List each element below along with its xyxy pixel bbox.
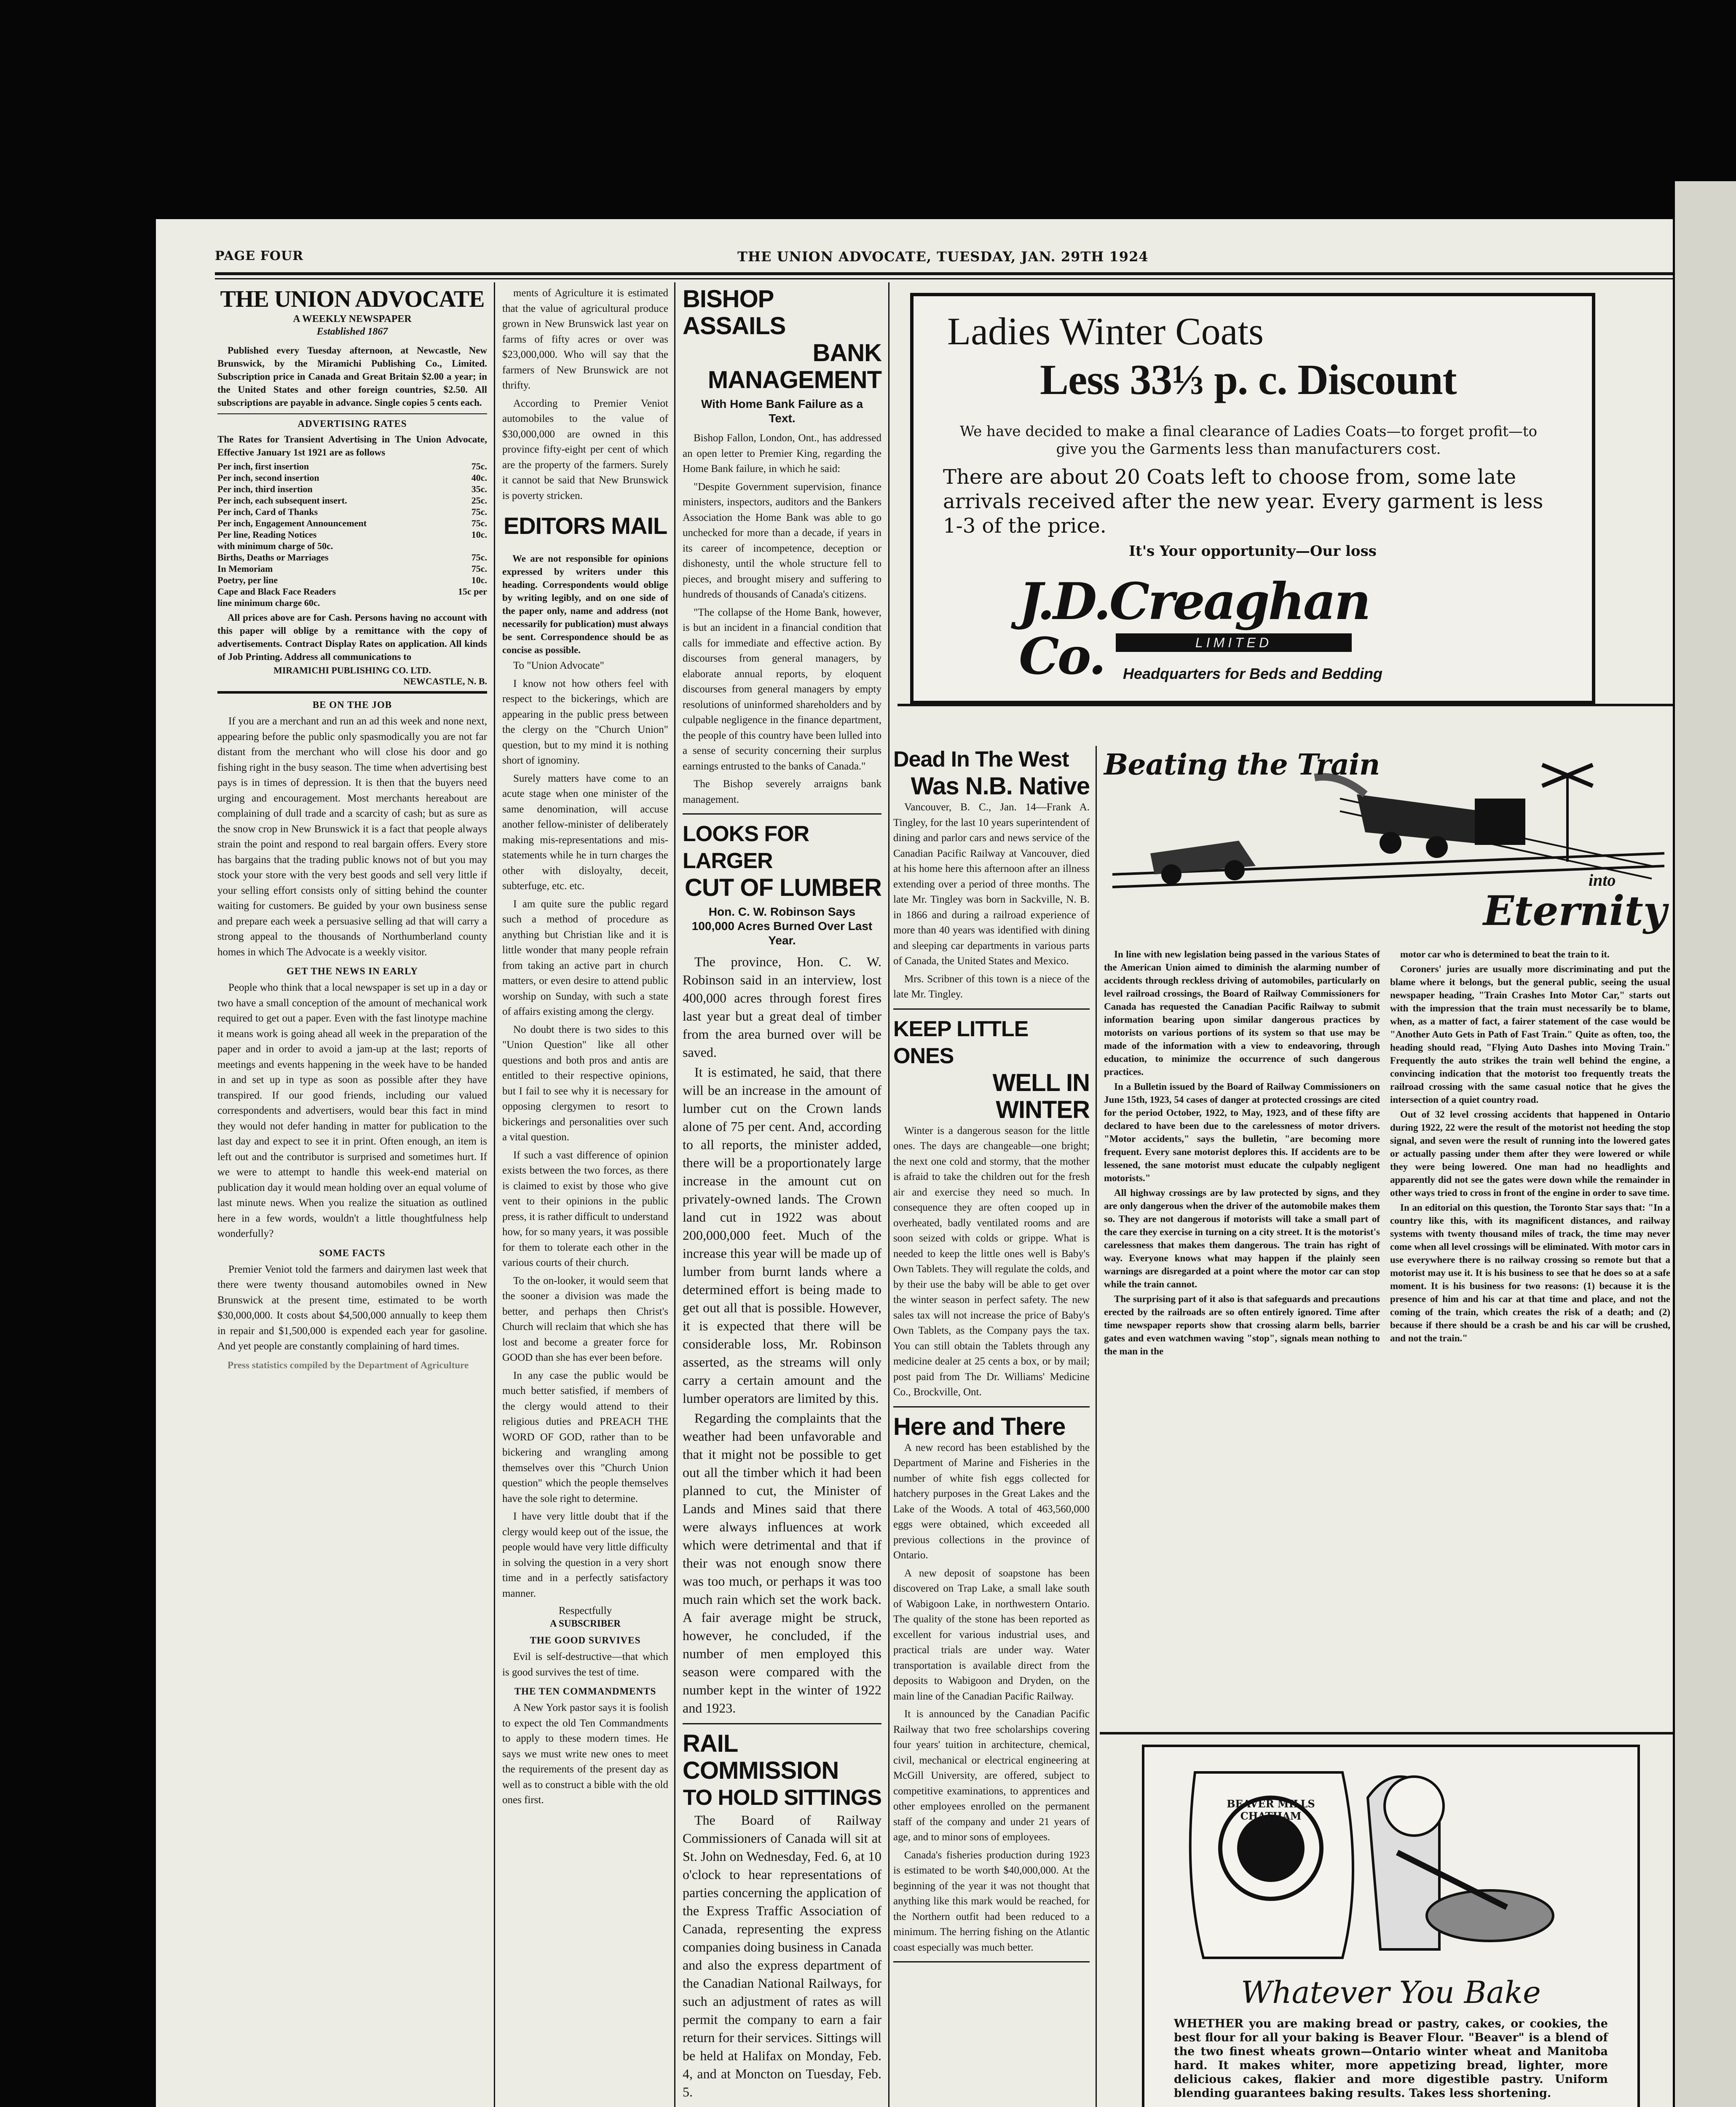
article-paragraph: If such a vast difference of opinion exists between the two forces, as there is claimed to exist by those who give vent to their opinions in the public press, it is rather difficult to understand how, for so many years, it was possible for them to tolerate each other in the various courts of their church. — [502, 1149, 668, 1268]
article-paragraph: motor car who is determined to beat the train to it. — [1400, 949, 1610, 960]
rates-note: The Rates for Transient Advertising in The Union Advocate, Effective January 1st 1921 are as follows — [217, 434, 487, 458]
coats-footer: Headquarters for Beds and Bedding — [1123, 665, 1383, 682]
page-header — [215, 249, 1673, 267]
article-paragraph: "The collapse of the Home Bank, however, is but an incident in a financial condition that calls for immediate and effective action. By discourses from general managers, by elaborate annual reports, by eloquent discourses from general managers by empty resolutions of uninformed shareholders and by culpable negligence in the finance department, the people of this country have been lulled into a sense of security concerning their surplus earnings entrusted to the banks of Canada." — [683, 606, 881, 772]
flour-illustration — [1144, 1747, 1637, 1975]
rate-item: Per inch, each subsequent insert. — [217, 495, 347, 506]
article-paragraph: No doubt there is two sides to this "Union Question" like all other questions and both pros and antis are entitled to their respective opinions, but I fail to see why it is necessary for opposing clergymen to resort to bickerings and personalities over such a vital question. — [502, 1024, 668, 1143]
divider — [893, 1008, 1090, 1010]
rate-item: Cape and Black Face Readers — [217, 586, 336, 597]
beaver-flour-advertisement — [1142, 1745, 1640, 2107]
coats-tagline: It's Your opportunity—Our loss — [1129, 543, 1377, 560]
page-label: PAGE FOUR — [215, 249, 304, 263]
article-paragraph: If you are a merchant and run an ad this week and none next, appearing before the public only spasmodically you are not far distant from the merchant who will close his door and go fishing right in the busy season. The time when advertising best pays is in times of depression. It is then that the buyers need urging and encouragement. Most merchants hereabout are complaining of dull trade and a scarcity of cash; but as sure as the snow crop in New Brunswick it is a fact that people always strain the point and respond to real bargain offers. Every store has bargains that the trading public knows not of but you may stock your store with the very best goods and sell very little if your selling effort consists only of sitting behind the counter waiting for customers. Be guided by your own business sense and prepare each week a persuasive selling ad that will carry a strong appeal to the thousands of Northumberland county homes in which The Advocate is a weekly visitor. — [217, 716, 487, 958]
rate-price: 75c. — [471, 461, 487, 472]
article-paragraph: Out of 32 level crossing accidents that happened in Ontario during 1922, 22 were the result of the motorist not heeding the stop signal, and seven were the result of running into the lowered gates or actually passing under them after they were lowered or while they were being lowered. One man had no headlights and apparently did not see the gates were down while the remainder in other ways tried to cross in front of the engine in order to save time. — [1390, 1109, 1670, 1198]
article-paragraph: The Bishop severely arraigns bank management. — [683, 778, 881, 805]
rate-row — [217, 461, 487, 472]
article-paragraph: Mrs. Scribner of this town is a niece of the late Mr. Tingley. — [893, 973, 1090, 1000]
coats-title: Ladies Winter Coats — [947, 310, 1264, 353]
rate-row — [217, 472, 487, 483]
address-line-2: NEWCASTLE, N. B. — [403, 676, 487, 686]
divider — [893, 1961, 1090, 1962]
article-paragraph: In a Bulletin issued by the Board of Railway Commissioners on June 15th, 1923, 54 cases of danger at protected crossings are cited for the period October, 1922, to May, 1923, and of these fifty are declared to have been due to the carelessness of motor drivers. "Motor accidents," says the bulletin, "are becoming more frequent. Every sane motorist deplores this. If accidents are to be lessened, the sane motorist must educate the culpably negligent motorists." — [1104, 1081, 1380, 1183]
divider — [893, 1406, 1090, 1407]
flour-sack-text: BEAVER MILLS CHATHAM — [1227, 1798, 1315, 1822]
article-heading: BISHOP ASSAILS — [683, 285, 786, 340]
masthead-column — [217, 286, 487, 1373]
article-heading: KEEP LITTLE ONES — [893, 1016, 1029, 1068]
rate-item: In Memoriam — [217, 563, 273, 574]
article-paragraph: Surely matters have come to an acute stage when one minister of the same denomination, will accuse another fellow-minister of deliberately making mis-representations and mis-statements while he in turn charges the other with disloyalty, deceit, subterfuge, etc. etc. — [502, 772, 668, 892]
rate-row — [217, 483, 487, 495]
article-heading: SOME FACTS — [319, 1247, 386, 1258]
paper-dateline: THE UNION ADVOCATE, TUESDAY, JAN. 29TH 1924 — [737, 249, 1149, 265]
divider — [683, 813, 881, 815]
flour-headline: Whatever You Bake — [1241, 1975, 1541, 2010]
article-subheading: Hon. C. W. Robinson Says 100,000 Acres Burned Over Last Year. — [691, 905, 873, 947]
rate-price: 10c. — [471, 575, 487, 585]
article-heading: THE TEN COMMANDMENTS — [514, 1686, 656, 1697]
article-paragraph: A New York pastor says it is foolish to expect the old Ten Commandments to apply to these modern times. He says we must write new ones to meet the requirements of the present day as well as to construct a bible with the old ones first. — [502, 1702, 668, 1806]
rate-row — [217, 563, 487, 574]
train-title-into: into — [1589, 871, 1616, 890]
rate-item: Per inch, Engagement Announcement — [217, 518, 367, 528]
column-4-articles — [893, 746, 1090, 1968]
article-paragraph: Regarding the complaints that the weather had been unfavorable and that it might not be possible to get out all the timber which it had been planned to cut, the Minister of Lands and Mines said that there were always influences at work which were detrimental and that if their was not enough snow there was too much, or perhaps it was too much rain which set the work back. A fair average might be struck, however, he concluded, if the number of men employed this season were compared with the number kept in the winter of 1922 and 1923. — [683, 1410, 881, 1716]
article-paragraph: I am quite sure the public regard such a method of procedure as anything but Christian like and it is little wonder that many people refrain from taking an active part in church matters, or even desire to attend public worship on Sunday, with such a state of affairs existing among the clergy. — [502, 898, 668, 1017]
address-line-1: MIRAMICHI PUBLISHING CO. LTD. — [273, 665, 431, 676]
article-heading: CUT OF LUMBER — [684, 874, 881, 901]
article-heading: Dead In The West — [893, 747, 1069, 772]
rate-price: 75c. — [471, 507, 487, 517]
flour-body: WHETHER you are making bread or pastry, cakes, or cookies, the best flour for all your baking is Beaver Flour. "Beaver" is a blend of the two finest wheats grown—Ontario winter wheat and Manitoba hard. It makes whiter, more appetizing bread, lighter, more delicious cakes, flakier and more digestible pastry. Uniform blending guarantees baking results. Takes less shortening. — [1174, 2017, 1608, 2100]
train-title-bottom: Eternity — [1483, 887, 1667, 935]
rate-price: 10c. — [471, 529, 487, 540]
article-paragraph: Evil is self-destructive—that which is good survives the test of time. — [502, 1651, 668, 1678]
creaghan-logo-sub: LIMITED — [1116, 633, 1352, 652]
masthead-established: Established 1867 — [316, 326, 388, 337]
rate-row — [217, 540, 487, 552]
coats-discount: Less 33⅓ p. c. Discount — [1040, 356, 1457, 404]
article-paragraph: I have very little doubt that if the clergy would keep out of the issue, the people would have very little difficulty in solving the question in a very short time and in a perfectly satisfactory manner. — [502, 1511, 668, 1599]
rate-price: 15c per — [458, 586, 487, 597]
train-title-top: Beating the Train — [1104, 748, 1380, 782]
newspaper-page — [156, 219, 1673, 2107]
article-paragraph: "Despite Government supervision, finance ministers, inspectors, auditors and the Bankers Association the Home Bank was able to go unchecked for more than a decade, if years in its career of incompetence, deception or dishonesty, until the whole structure fell to pieces, and brought misery and suffering to hundreds of thousands of Canada's citizens. — [683, 481, 881, 600]
article-heading: RAIL COMMISSION — [683, 1730, 839, 1784]
article-paragraph: All highway crossings are by law protected by signs, and they are only dangerous when the driver of the automobile makes them so. They are not dangerous if motorists will take a small part of the care they exercise in turning on a city street. It is the motorist's carelessness that makes them dangerous. The train has right of way. Everyone knows what may happen if the plainly seen warnings are disregarded at a point where the motor car can stop while the train cannot. — [1104, 1188, 1380, 1289]
article-heading: LOOKS FOR LARGER — [683, 822, 809, 873]
rate-row — [217, 552, 487, 563]
rate-item: Per inch, Card of Thanks — [217, 507, 318, 517]
article-paragraph: I know not how others feel with respect to the bickerings, which are appearing in the public press between the clergy on the "Church Union" question, but to my mind it is nothing short of ignominy. — [502, 678, 668, 766]
rate-price: 25c. — [471, 495, 487, 506]
rate-item: Per line, Reading Notices — [217, 529, 317, 540]
column-rule — [888, 282, 889, 2107]
creaghan-logo: J.D.Creaghan Co. — [1019, 572, 1369, 686]
coats-line-1: We have decided to make a final clearance of Ladies Coats—to forget profit—to give you the Garments less than manufacturers cost. — [959, 423, 1538, 458]
article-paragraph: Bishop Fallon, London, Ont., has addressed an open letter to Premier King, regarding the Home Bank failure, in which he said: — [683, 432, 881, 474]
article-paragraph: Coroners' juries are usually more discriminating and put the blame where it belongs, but the general public, seeing the usual newspaper heading, "Train Crashes Into Motor Car," starts out with the impression that the train must necessarily be to blame, when, as a matter of fact, a fairer statement of the case would be "Another Auto Gets in Path of Fast Train." Quite as often, too, the heading should read, "Flying Auto Dashes into Moving Train." Frequently the auto strikes the train well behind the engine, a convincing indication that the motorist too frequently treats the railroad crossing with the same casual notice that he gives the intersection of a quiet country road. — [1390, 964, 1670, 1105]
rates-closing: All prices above are for Cash. Persons having no account with this paper will oblige by a remittance with the copy of advertisements. Contract Display Rates on application. All kinds of Job Printing. Address all communications to — [217, 612, 487, 662]
article-heading: THE GOOD SURVIVES — [530, 1635, 641, 1646]
rate-row — [217, 506, 487, 517]
train-column-left — [1104, 948, 1380, 1359]
rate-item: Poetry, per line — [217, 575, 278, 585]
article-paragraph: The Board of Railway Commissioners of Canada will sit at St. John on Wednesday, Fed. 6, at 10 o'clock to hear representations of parties concerning the application of the Express Traffic Association of Canada, representing the express companies doing business in Canada and also the express department of the Canadian National Railways, for such an adjustment of rates as will permit the company to earn a fair return for their services. Sittings will be held at Halifax on Monday, Feb. 4, and at Moncton on Tuesday, Feb. 5. — [683, 1812, 881, 2099]
train-illustration — [1104, 748, 1673, 942]
article-heading: WELL IN WINTER — [992, 1069, 1090, 1123]
article-paragraph: According to Premier Veniot automobiles to the value of $30,000,000 are owned in this province fifty-eight per cent of which are the property of the farmers. Surely it cannot be said that New Brunswick is poverty stricken. — [502, 397, 668, 501]
rate-price: 75c. — [471, 518, 487, 528]
column-rule — [494, 282, 495, 2107]
article-paragraph: People who think that a local newspaper is set up in a day or two have a small conception of the amount of mechanical work required to get out a paper. Even with the fast linotype machine it means work is going ahead all week in the preparation of the paper and in order to avoid a jam-up at the last; reports of meetings and events happening in the week have to be handed in and set up in type as soon as possible after they have transpired. If our good friends, including our valued correspondents and advertisers, would bear this fact in mind they would not defer handing in matter for publication to the last day and expect to see it in print. Often enough, an item is left out and the contributor is surprised and sometimes hurt. If we were to attempt to handle this week-end material on publication day it would mean holding over an equal volume of last minute news. When you realize the situation as outlined here in a few words, wouldn't a little thoughtfulness help wonderfully? — [217, 982, 487, 1239]
letter-signoff: Respectfully — [558, 1605, 612, 1616]
rate-price: 75c. — [471, 552, 487, 563]
article-paragraph: Winter is a dangerous season for the little ones. The days are changeable—one bright; the next one cold and stormy, that the mother is afraid to take the children out for the fresh air and exercise they need so much. In consequence they are often cooped up in overheated, badly ventilated rooms and are soon seized with colds or grippe. What is needed to keep the little ones well is Baby's Own Tablets. They will regulate the colds, and by their use the baby will be able to get over the winter season in perfect safety. The new sales tax will not increase the price of Baby's Own Tablets, as the Company pays the tax. You can still obtain the Tablets through any medicine dealer at 25 cents a box, or by mail; post paid from The Dr. Williams' Medicine Co., Brockville, Ont. — [893, 1125, 1090, 1398]
letter-signature: A SUBSCRIBER — [549, 1618, 621, 1629]
column-1-articles — [217, 700, 487, 1354]
rate-row — [217, 597, 487, 609]
column-rule — [674, 282, 675, 2107]
article-heading: TO HOLD SITTINGS — [683, 1785, 881, 1810]
rates-table — [217, 461, 487, 609]
rate-item: Per inch, second insertion — [217, 472, 319, 483]
rate-row — [217, 574, 487, 586]
article-heading: Here and There — [893, 1413, 1066, 1440]
rate-price: 35c. — [471, 484, 487, 494]
masthead-title: THE UNION ADVOCATE — [220, 286, 485, 312]
rates-heading: ADVERTISING RATES — [297, 418, 407, 429]
coats-advertisement — [910, 293, 1595, 704]
article-paragraph: Premier Veniot told the farmers and dairymen last week that there were twenty thousand automobiles owned in New Brunswick at the present time, estimated to be worth $30,000,000. It costs about $4,500,000 annually to keep them in repair and $1,500,000 is expended each year for gasoline. And yet people are constantly complaining of hard times. — [217, 1263, 487, 1352]
article-paragraph: In line with new legislation being passed in the various States of the American Union aimed to diminish the alarming number of accidents through reckless driving of automobiles, particularly on level railroad crossings, the Board of Railway Commissioners for Canada has requested the Canadian Pacific Railway to submit information bearing upon similar dangerous practices by motorists on various portions of its system so that use may be made of the information with a view to endeavoring, through education, to minimize the occurrence of such dangerous practices. — [1104, 949, 1380, 1077]
article-paragraph: In an editorial on this question, the Toronto Star says that: "In a country like this, with its magnificent distances, and railway systems with twenty thousand miles of track, the time may never come when all level crossings will be eliminated. With motor cars in use everywhere there is no railway crossing so remote but that a motorist may use it. It is his business to see that he does so at a safe moment. It is his business for two reasons: (1) because it is the presence of him and his car at that time and place, and not the coming of the train, which creates the risk of a death; and (2) because if there should be a crash be and his car will be crushed, and not the train." — [1390, 1202, 1670, 1343]
article-heading: Was N.B. Native — [911, 772, 1090, 800]
rate-item: Per inch, first insertion — [217, 461, 309, 472]
header-rule — [215, 272, 1673, 275]
masthead-intro: Published every Tuesday afternoon, at Newcastle, New Brunswick, by the Miramichi Publishing Co., Limited. Subscription price in Canada and Great Britain $2.00 a year; in the United States and other foreign countries, $2.50. All subscriptions are payable in advance. Single copies 5 cents each. — [217, 345, 487, 408]
column-3-articles — [683, 286, 881, 2107]
rate-item: with minimum charge of 50c. — [217, 541, 333, 551]
rate-row — [217, 529, 487, 540]
col1-footer: Press statistics compiled by the Department of Agriculture — [228, 1359, 469, 1370]
rate-row — [217, 517, 487, 529]
article-subheading: With Home Bank Failure as a Text. — [701, 397, 863, 425]
rate-item: Births, Deaths or Marriages — [217, 552, 329, 563]
rate-row — [217, 495, 487, 506]
editor-note: We are not responsible for opinions expressed by writers under this heading. Correspondents would oblige by writing legibly, and on one side of the paper only, name and address (not necessarily for publication) must always be sent. Correspondence should be as concise as possible. — [502, 553, 668, 655]
article-paragraph: A new record has been established by the Department of Marine and Fisheries in the number of white fish eggs collected for hatchery purposes in the Great Lakes and the Lake of the Woods. A total of 463,560,000 eggs were obtained, which exceeded all previous collections in the province of Ontario. — [893, 1442, 1090, 1561]
article-paragraph: The province, Hon. C. W. Robinson said in an interview, lost 400,000 acres through forest fires last year but a great deal of timber from the area burned over will be saved. — [683, 954, 881, 1060]
article-heading: BANK MANAGEMENT — [707, 339, 881, 394]
column-2-articles — [502, 286, 668, 1811]
ad-bottom-rule — [897, 704, 1673, 706]
article-paragraph: To "Union Advocate" — [513, 660, 604, 671]
article-paragraph: In any case the public would be much better satisfied, if members of the clergy would attend to their religious duties and PREACH THE WORD OF GOD, rather than to be bickering and wrangling among themselves over this "Church Union question" which the people themselves have the sole right to determine. — [502, 1370, 668, 1504]
divider — [217, 691, 487, 694]
article-paragraph: A new deposit of soapstone has been discovered on Trap Lake, a small lake south of Wabigoon Lake, in northwestern Ontario. The quality of the stone has been reported as excellent for various industrial uses, and practical trials are under way. Water transportation is available direct from the deposits to Wabigoon and Dryden, on the main line of the Canadian Pacific Railway. — [893, 1567, 1090, 1702]
adjacent-page-edge — [1675, 181, 1736, 2107]
masthead-subtitle: A WEEKLY NEWSPAPER — [293, 314, 412, 324]
divider — [683, 1723, 881, 1724]
article-heading: GET THE NEWS IN EARLY — [286, 966, 418, 976]
coats-line-2: There are about 20 Coats left to choose from, some late arrivals received after the new year. Every garment is less 1-3 of the price. — [943, 465, 1543, 538]
rate-item: Per inch, third insertion — [217, 484, 313, 494]
train-bottom-rule — [1100, 1732, 1673, 1734]
article-paragraph: It is announced by the Canadian Pacific Railway that two free scholarships covering four years' tuition in architecture, chemical, civil, mechanical or electrical engineering at McGill University, are offered, subject to competitive examinations, to apprentices and other employees enrolled on the permanent staff of the company and under 21 years of age, and to minor sons of employees. — [893, 1708, 1090, 1843]
column-rule — [1096, 746, 1097, 2107]
rate-item: line minimum charge 60c. — [217, 598, 320, 608]
article-heading: EDITORS MAIL — [503, 512, 667, 539]
article-paragraph: To the on-looker, it would seem that the sooner a division was made the better, and perhaps then Christ's Church will reclaim that which she has lost and become a greater force for GOOD than she has ever been before. — [502, 1275, 668, 1363]
rate-price: 75c. — [471, 563, 487, 574]
rate-price: 40c. — [471, 472, 487, 483]
article-paragraph: Vancouver, B. C., Jan. 14—Frank A. Tingley, for the last 10 years superintendent of dining and parlor cars and news service of the Canadian Pacific Railway at Vancouver, died at his home here this afternoon after an illness extending over a period of three months. The late Mr. Tingley was born in Sackville, N. B. in 1866 and during a railroad experience of more than 40 years was identified with dining and sleeping car departments in various parts of Canada, the United States and Mexico. — [893, 802, 1090, 967]
train-article — [1104, 748, 1673, 1738]
header-rule-thin — [215, 278, 1673, 279]
divider — [217, 413, 487, 414]
article-paragraph: ments of Agriculture it is estimated that the value of agricultural produce grown in New Brunswick last year on farms of fifty acres or over was $23,000,000. Who will say that the farmers of New Brunswick are not thrifty. — [502, 287, 668, 391]
article-paragraph: It is estimated, he said, that there will be an increase in the amount of lumber cut on the Crown lands alone of 75 per cent. And, according to all reports, the minister added, there will be a proportionately large increase in the amount cut on privately-owned lands. The Crown land cut in 1922 was about 200,000,000 feet. Much of the increase this year will be made up of lumber from burnt lands where a determined effort is being made to get out all that is possible. However, it is expected that there will be considerable loss, Mr. Robinson asserted, as the streams will only carry a certain amount and the lumber operators are limited by this. — [683, 1064, 881, 1406]
train-column-right — [1390, 948, 1670, 1359]
article-paragraph: Canada's fisheries production during 1923 is estimated to be worth $40,000,000. At the beginning of the year it was not thought that anything like this mark would be reached, for the Northern outfit had been reduced to a minimum. The herring fishing on the Atlantic coast especially was much better. — [893, 1849, 1090, 1953]
article-heading: BE ON THE JOB — [312, 700, 392, 710]
rate-row — [217, 586, 487, 597]
article-paragraph: The surprising part of it also is that safeguards and precautions erected by the railroads are so often entirely ignored. Time after time newspaper reports show that crossing alarm bells, barrier gates and even watchmen waving "stop", signals mean nothing to the man in the — [1104, 1294, 1380, 1356]
